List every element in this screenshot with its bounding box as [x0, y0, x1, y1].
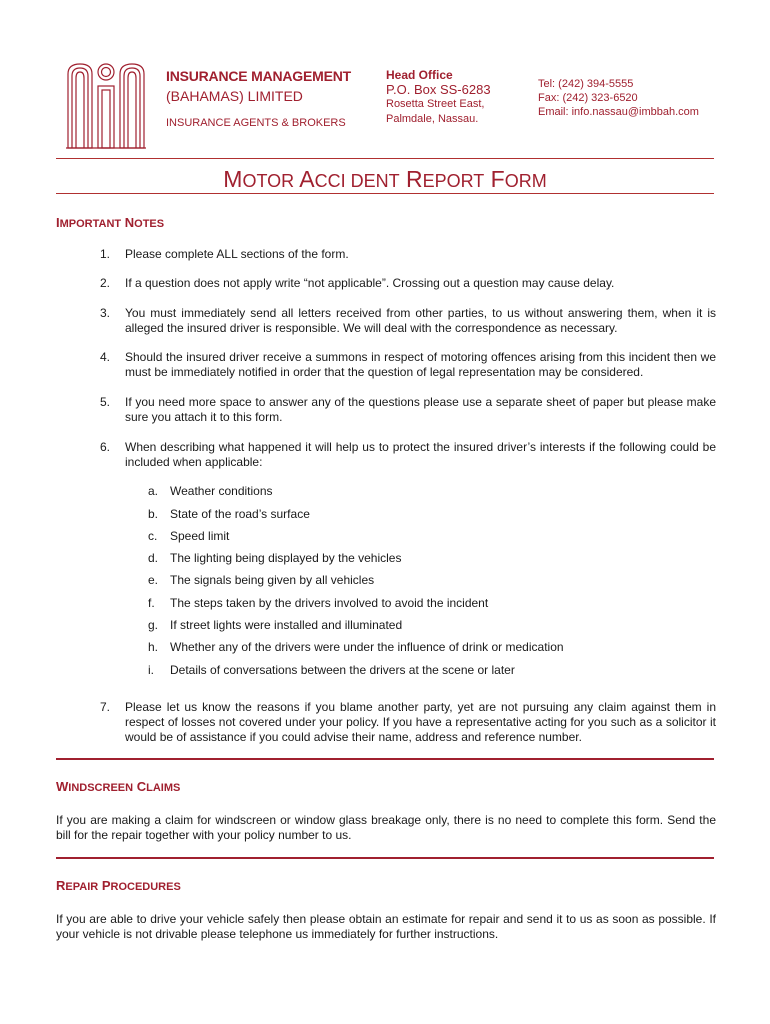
address-line-2: Palmdale, Nassau. [386, 113, 479, 125]
divider-repair [56, 857, 714, 859]
head-office-title: Head Office [386, 68, 453, 82]
note-subitem-a: a. Weather conditions [148, 484, 273, 498]
company-type: INSURANCE AGENTS & BROKERS [166, 117, 346, 129]
note-item-4: 4. Should the insured driver receive a summons in respect of motoring offences arising from this incident then we must be immediately notified in order that the question of legal representation may be considered. [100, 350, 716, 379]
note-item-6: 6. When describing what happened it will help us to protect the insured driver’s interests if the following could be included when applicable: [100, 440, 716, 469]
email: Email: info.nassau@imbbah.com [538, 106, 699, 118]
note-item-3: 3. You must immediately send all letters received from other parties, to us without answering them, when it is alleged the insured driver is responsible. We will deal with the correspondence as necessary. [100, 306, 716, 335]
company-monogram-logo-icon [64, 60, 148, 150]
note-subitem-i: i. Details of conversations between the drivers at the scene or later [148, 663, 515, 677]
important-notes-heading: IMPORTANT NOTES [56, 215, 165, 230]
company-name: INSURANCE MANAGEMENT [166, 68, 352, 84]
divider-top [56, 158, 714, 159]
fax: Fax: (242) 323-6520 [538, 92, 638, 104]
company-subtitle: (BAHAMAS) LIMITED [166, 88, 303, 104]
po-box: P.O. Box SS-6283 [386, 82, 491, 97]
note-subitem-h: h. Whether any of the drivers were under the influence of drink or medication [148, 640, 564, 654]
note-item-5: 5. If you need more space to answer any of the questions please use a separate sheet of paper but please make sure you attach it to this form. [100, 395, 716, 424]
address-line-1: Rosetta Street East, [386, 98, 485, 110]
note-subitem-e: e. The signals being given by all vehicles [148, 573, 375, 587]
note-subitem-g: g. If street lights were installed and illuminated [148, 618, 403, 632]
divider-title [56, 193, 714, 194]
note-subitem-c: c. Speed limit [148, 529, 230, 543]
note-item-7: 7. Please let us know the reasons if you blame another party, yet are not pursuing any claim against them in respect of losses not covered under your policy. If you have a representative acting for you such as a solicitor it would be of assistance if you could advise their name, address and reference number. [100, 700, 716, 744]
note-subitem-b: b. State of the road’s surface [148, 507, 310, 521]
note-item-1: 1. Please complete ALL sections of the form. [100, 247, 349, 261]
form-title: MOTOR ACCI DENT REPORT FORM [223, 166, 547, 192]
windscreen-claims-text: If you are making a claim for windscreen or window glass breakage only, there is no need to complete this form. Send the bill for the repair together with your policy number to us. [56, 813, 716, 842]
repair-procedures-heading: REPAIR PROCEDURES [56, 878, 181, 893]
windscreen-claims-heading: WINDSCREEN CLAIMS [56, 779, 181, 794]
divider-windscreen [56, 758, 714, 760]
note-item-2: 2. If a question does not apply write “not applicable”. Crossing out a question may cause delay. [100, 276, 615, 290]
note-subitem-d: d. The lighting being displayed by the vehicles [148, 551, 402, 565]
telephone: Tel: (242) 394-5555 [538, 78, 634, 90]
repair-procedures-text: If you are able to drive your vehicle safely then please obtain an estimate for repair and send it to us as soon as possible. If your vehicle is not drivable please telephone us immediately for further instructions. [56, 912, 716, 941]
note-subitem-f: f. The steps taken by the drivers involved to avoid the incident [148, 596, 489, 610]
